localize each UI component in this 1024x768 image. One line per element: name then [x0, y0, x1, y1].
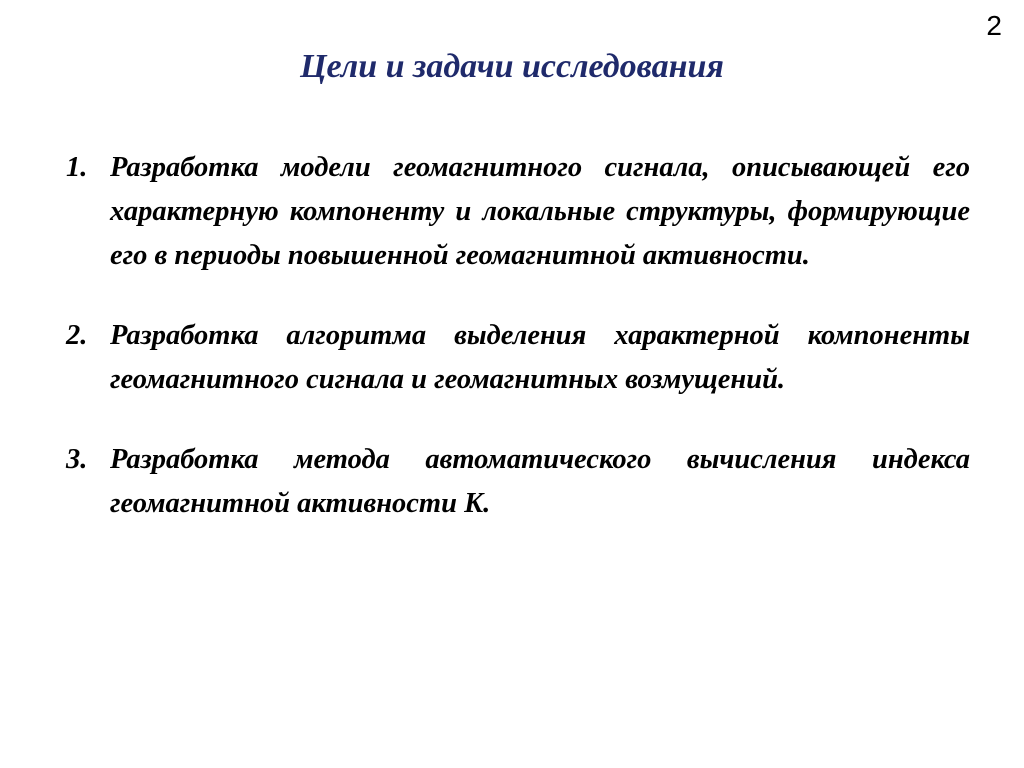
list-item [66, 146, 970, 278]
list-item [66, 438, 970, 526]
list-item-number: 2. [66, 320, 88, 351]
task-list [66, 146, 970, 526]
list-item [66, 314, 970, 402]
list-item-text: Разработка модели геомагнитного сигнала, описывающей его характерную компоненту и локальные структуры, формирующие его в периоды повышенной геомагнитной активности. [110, 152, 970, 271]
slide-title: Цели и задачи исследования [300, 48, 724, 85]
list-item-text: Разработка алгоритма выделения характерной компоненты геомагнитного сигнала и геомагнитных возмущений. [110, 320, 970, 395]
list-item-number: 1. [66, 152, 88, 183]
slide-number: 2 [986, 10, 1002, 41]
list-item-number: 3. [66, 444, 88, 475]
list-item-text: Разработка метода автоматического вычисления индекса геомагнитной активности K. [110, 444, 970, 519]
